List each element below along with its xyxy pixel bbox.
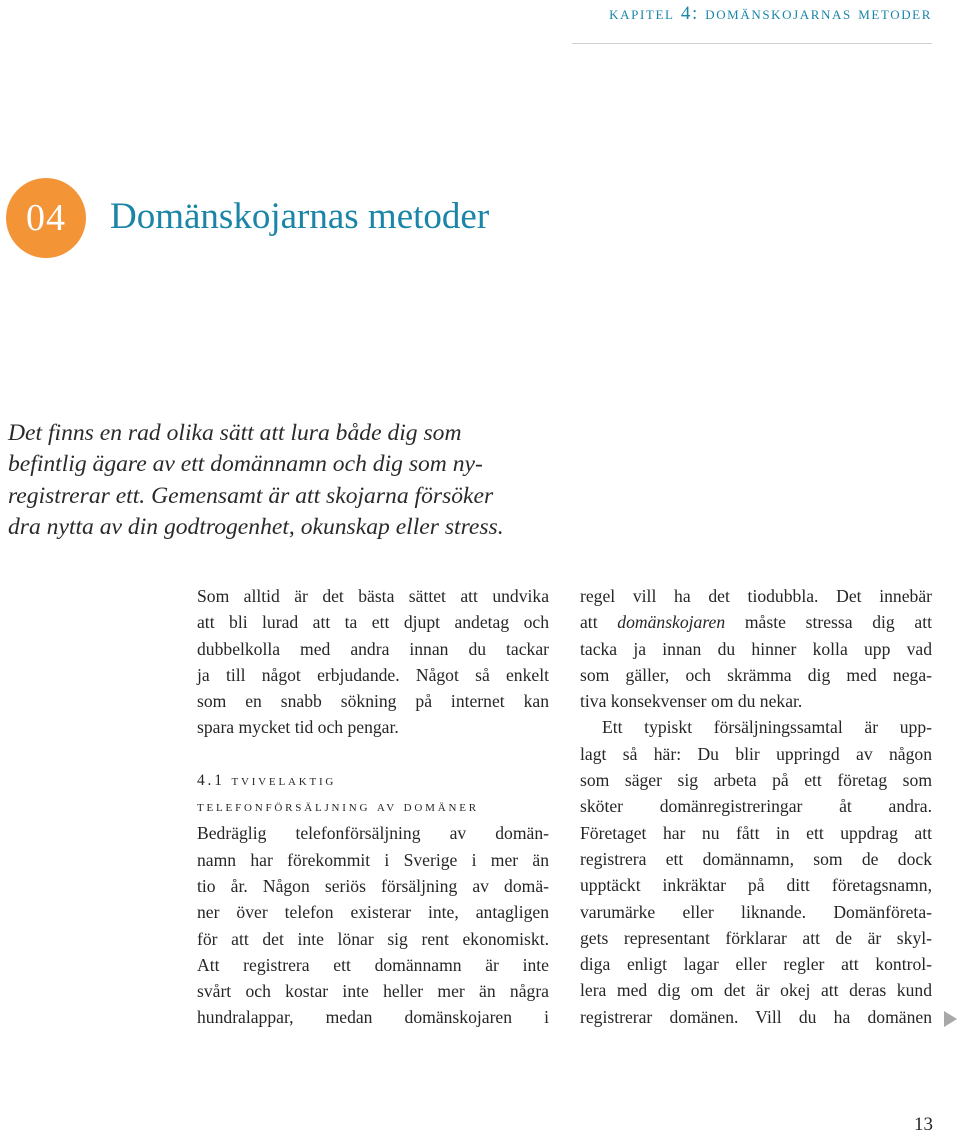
chapter-number-badge: 04 (6, 178, 86, 258)
text-line: registrerar domänen. Vill du ha domänen (580, 1006, 932, 1027)
lead-line: befintlig ägare av ett domännamn och dig som ny- (8, 451, 483, 478)
text-line-with-emphasis (580, 609, 932, 635)
header-rule (572, 43, 932, 44)
chapter-title: Domänskojarnas metoder (110, 196, 490, 237)
text-line: regel vill ha det tiodubbla. Det innebär (580, 586, 932, 606)
text-line: som gäller, och skrämma dig med nega- (580, 664, 932, 685)
text-line: tio år. Någon seriös försäljning av domä- (197, 875, 549, 896)
right-text-column (580, 583, 932, 1030)
text-line: Att registrera ett domännamn är inte (197, 954, 549, 975)
text-line: tiva konsekvenser om du nekar. (580, 691, 803, 712)
text-line: ja till något erbjudande. Något så enkelt (197, 664, 549, 685)
text-line: Ett typiskt försäljningssamtal är upp- (602, 717, 932, 738)
text-line: lera med dig om det är okej att deras kund (580, 980, 932, 1001)
text-line: Företaget har nu fått in ett uppdrag att (580, 822, 932, 843)
text-line: hundralappar, medan domänskojaren i (197, 1007, 549, 1028)
text-line: Som alltid är det bästa sättet att undvika (197, 586, 549, 606)
emphasis-term: domänskojaren (617, 612, 726, 633)
text-line: som en snabb sökning på internet kan (197, 691, 549, 712)
text-line: tacka ja innan du hinner kolla upp vad (580, 638, 932, 659)
text-line: sköter domänregistreringar åt andra. (580, 796, 932, 817)
text-line: spara mycket tid och pengar. (197, 717, 399, 738)
text-line: namn har förekommit i Sverige i mer än (197, 849, 549, 870)
text-line: upptäckt inkräktar på ditt företagsnamn, (580, 875, 932, 896)
text-line: diga enligt lagar eller regler att kontrol- (580, 954, 932, 975)
text-line: dubbelkolla med andra innan du tackar (197, 638, 549, 659)
text-line: svårt och kostar inte heller mer än några (197, 981, 549, 1002)
lead-line: dra nytta av din godtrogenhet, okunskap eller stress. (8, 513, 504, 540)
text-line: registrera ett domännamn, som de dock (580, 848, 932, 869)
lead-line: registrerar ett. Gemensamt är att skojarna försöker (8, 482, 494, 509)
text-line: varumärke eller liknande. Domänföreta- (580, 901, 932, 922)
running-header: kapitel 4: domänskojarnas metoder (609, 3, 932, 24)
text-line: gets representant förklarar att de är skyl- (580, 927, 932, 948)
text-line: ner över telefon existerar inte, antagligen (197, 902, 549, 923)
text-line: Bedräglig telefonförsäljning av domän- (197, 823, 549, 844)
lead-paragraph (8, 418, 568, 543)
text-line: att bli lurad att ta ett djupt andetag och (197, 612, 549, 633)
text-line: för att det inte lönar sig rent ekonomiskt. (197, 928, 549, 949)
paragraph-gap (197, 741, 549, 768)
text-fragment: att (580, 612, 618, 633)
lead-line: Det finns en rad olika sätt att lura både dig som (8, 420, 462, 446)
section-heading: 4.1 tvivelaktig (197, 771, 337, 789)
text-line: som säger sig arbeta på ett företag som (580, 770, 932, 791)
left-text-column (197, 583, 549, 1031)
section-heading: telefonförsäljning av domäner (197, 798, 479, 816)
text-fragment: måste stressa dig att (725, 612, 932, 633)
continue-arrow-icon (944, 1011, 957, 1027)
page-number: 13 (914, 1114, 933, 1135)
text-line: lagt så här: Du blir uppringd av någon (580, 743, 932, 764)
